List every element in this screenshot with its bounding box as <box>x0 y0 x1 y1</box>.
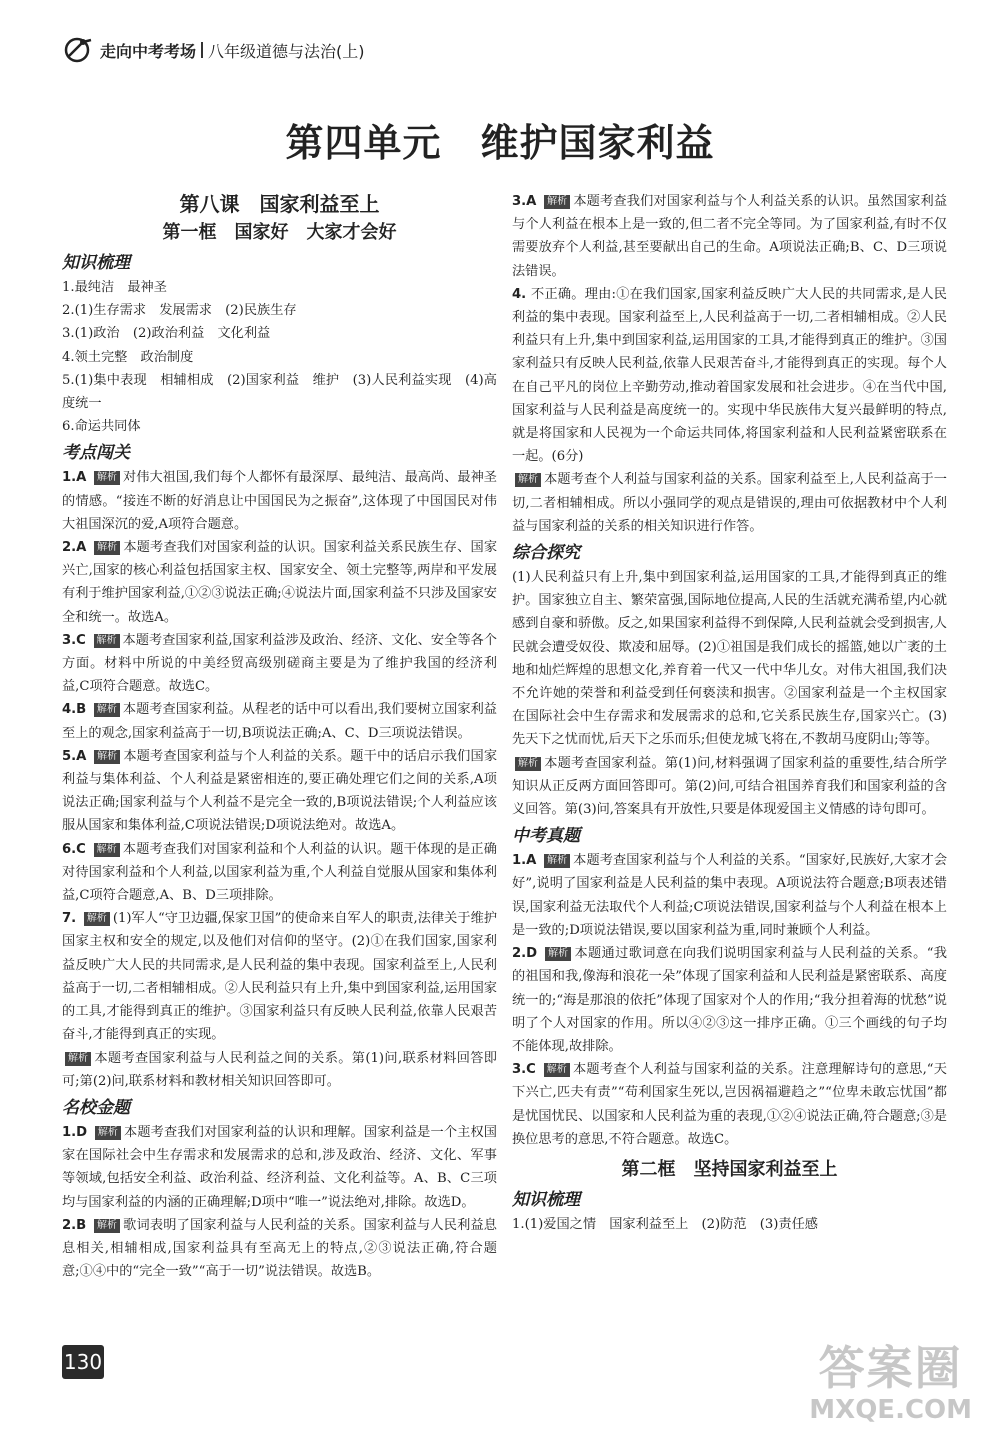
answer-text: 不正确。理由:①在我们国家,国家利益反映广大人民的共同需求,是人民利益的集中表现。国家利益至上,人民利益高于一切,二者相辅相成。②人民利益只有上升,集中到国家利益,运用国家的工具,才能得到真正的维护。③国家利益只有反映人民利益,依靠人民艰苦奋斗,才能得到真正的实现。每个人在自己平凡的岗位上辛勤劳动,推动着国家发展和社会进步。④在当代中国,国家利益与人民利益是高度统一的。实现中华民族伟大复兴最鲜明的特点,就是将国家和人民视为一个命运共同体,将国家利益和人民利益紧密联系在一起。(6分) <box>512 286 947 465</box>
unit-title: 第四单元 维护国家利益 <box>285 121 715 165</box>
kaodian-answer <box>62 1047 497 1093</box>
answer-number: 4.B <box>62 702 91 718</box>
mingxiao-answer <box>62 1214 497 1284</box>
zhishi-item: 5.(1)集中表现 相辅相成 (2)国家利益 维护 (3)人民利益实现 (4)高度统一 <box>62 372 497 412</box>
analysis-tag: 解析 <box>544 195 570 209</box>
section-heading-kaodian: 考点闯关 <box>62 443 130 464</box>
answer-number: 2.A <box>62 540 92 556</box>
answer-number: 1.A <box>62 470 92 486</box>
continued-answer <box>512 190 947 283</box>
analysis-tag: 解析 <box>95 1126 121 1140</box>
answer-number: 2.B <box>62 1217 91 1233</box>
answer-text: 本题通过歌词意在向我们说明国家利益与人民利益的关系。“我的祖国和我,像海和浪花一朵”体现了国家利益和人民利益是紧密联系、高度统一的;“海是那浪的依托”体现了国家对个人的作用;“我分担着海的忧愁”说明了个人对国家的作用。所以④②③这一排序正确。①三个画线的句子均不能体现,故排除。 <box>512 946 947 1054</box>
answer-text: 本题考查国家利益。从程老的话中可以看出,我们要树立国家利益至上的观念,国家利益高于一切,B项说法正确;A、C、D三项说法错误。 <box>62 702 497 741</box>
mingxiao-list <box>62 1121 497 1283</box>
analysis-tag: 解析 <box>544 854 570 868</box>
answer-number: 7. <box>62 911 81 927</box>
zhishi-item: 3.(1)政治 (2)政治利益 文化利益 <box>62 326 271 342</box>
watermark-url: MXQE.COM <box>809 1395 972 1425</box>
zhishi-list <box>62 276 497 438</box>
kaodian-answer <box>62 536 497 629</box>
answer-number: 6.C <box>62 841 91 857</box>
zhongkao-list <box>512 849 947 1151</box>
lesson-title: 第八课 国家利益至上 <box>179 192 380 216</box>
answer-text: 本题考查国家利益与人民利益之间的关系。第(1)问,联系材料回答即可;第(2)问,联系材料和教材相关知识回答即可。 <box>62 1050 497 1089</box>
zhongkao-answer <box>512 849 947 942</box>
frame-title-2: 第二框 坚持国家利益至上 <box>621 1158 838 1180</box>
header-brand: 走向中考考场 <box>100 41 197 61</box>
zhongkao-answer <box>512 942 947 1058</box>
answer-text: (1)军人“守卫边疆,保家卫国”的使命来自军人的职责,法律关于维护国家主权和安全的规定,以及他们对信仰的坚守。(2)①在我们国家,国家利益反映广大人民的共同需求,是人民利益的集中表现。国家利益至上,人民利益高于一切,二者相辅相成。②人民利益只有上升,集中到国家利益,运用国家的工具,才能得到真正的维护。③国家利益只有反映人民利益,依靠人民艰苦奋斗,才能得到真正的实现。 <box>62 911 498 1043</box>
answer-text: 本题考查个人利益与国家利益的关系。注意理解诗句的意思,“天下兴亡,匹夫有责”“苟利国家生死以,岂因祸福避趋之”“位卑未敢忘忧国”都是忧国忧民、以国家和人民利益为重的表现,①②④说法正确,符合题意;③是换位思考的意思,不符合题意。故选C。 <box>512 1062 947 1147</box>
mingxiao-answer <box>62 1121 497 1214</box>
analysis-tag: 解析 <box>94 703 120 717</box>
section-heading-zonghe: 综合探究 <box>512 543 580 564</box>
analysis-tag: 解析 <box>515 757 541 771</box>
header-divider <box>201 42 203 58</box>
section-heading-zhishi: 知识梳理 <box>62 253 130 273</box>
kaodian-answer <box>62 745 497 838</box>
answer-text: 本题考查我们对国家利益与个人利益关系的认识。虽然国家利益与个人利益在根本上是一致的,但二者不完全等同。为了国家利益,有时不仅需要放弃个人利益,甚至要献出自己的生命。A项说法正确;B、C、D三项说法错误。 <box>512 194 948 279</box>
zhishi-2-item: 1.(1)爱国之情 国家利益至上 (2)防范 (3)责任感 <box>512 1216 818 1232</box>
analysis-tag: 解析 <box>94 634 120 648</box>
answer-text: 本题考查国家利益与个人利益的关系。题干中的话启示我们国家利益与集体利益、个人利益是紧密相连的,要正确处理它们之间的关系,A项说法正确;国家利益与个人利益不是完全一致的,B项说法错误;个人利益应该服从国家和集体利益,C项说法错误;D项说法绝对。故选A。 <box>62 748 498 834</box>
kaodian-answer <box>62 629 497 699</box>
answer-number: 1.A <box>512 853 542 869</box>
watermark-logo: 答案圈 <box>818 1341 963 1395</box>
answer-text: 本题考查我们对国家利益的认识。国家利益关系民族生存、国家兴亡,国家的核心利益包括国家主权、国家安全、领土完整等,两岸和平发展有利于维护国家利益,①②③说法正确;④说法片面,国家利益不只涉及国家安全和统一。故选A。 <box>62 540 498 625</box>
right-column <box>512 190 947 1236</box>
answer-text: 本题考查个人利益与国家利益的关系。国家利益至上,人民利益高于一切,二者相辅相成。所以小强同学的观点是错误的,理由可依据教材中个人利益与国家利益的关系的相关知识进行作答。 <box>512 472 947 534</box>
answer-number: 3.C <box>512 1062 541 1078</box>
section-heading-mingxiao: 名校金题 <box>62 1097 130 1118</box>
continued-answer <box>512 283 947 469</box>
zhishi-item: 6.命运共同体 <box>62 419 141 435</box>
analysis-tag: 解析 <box>84 912 110 926</box>
running-header <box>62 30 365 70</box>
zonghe-text: (1)人民利益只有上升,集中到国家利益,运用国家的工具,才能得到真正的维护。国家独立自主、繁荣富强,国际地位提高,人民的生活就充满希望,内心就感到自豪和骄傲。反之,如果国家利益得不到保障,人民利益就会受到损害,人民就会遭受奴役、欺凌和屈辱。(2)①祖国是我们成长的摇篮,她以广袤的土地和灿烂辉煌的思想文化,养育着一代又一代中华儿女。对伟大祖国,我们决不允许她的荣誉和利益受到任何亵渎和损害。②国家利益是一个主权国家在国际社会中生存需求和发展需求的总和,它关系民族生存,国家兴亡。(3)先天下之忧而忧,后天下之乐而乐;但使龙城飞将在,不教胡马度阴山;等等。 <box>512 570 947 748</box>
answer-number: 2.D <box>512 946 543 962</box>
page-number: 130 <box>62 1345 104 1379</box>
kaodian-answer <box>62 838 497 908</box>
frame-title-1: 第一框 国家好 大家才会好 <box>162 222 397 243</box>
answer-text: 本题考查我们对国家利益和个人利益的认识。题干体现的是正确对待国家利益和个人利益,以国家利益为重,个人利益自觉服从国家和集体利益,C项符合题意,A、B、D三项排除。 <box>62 841 497 904</box>
answer-number: 3.A <box>512 194 542 209</box>
kaodian-answer <box>62 466 497 536</box>
kaodian-list <box>62 466 497 1092</box>
answer-number: 3.C <box>62 632 91 648</box>
zonghe-answer <box>512 566 947 752</box>
answer-text: 歌词表明了国家利益与人民利益的关系。国家利益与人民利益息息相关,相辅相成,国家利益具有至高无上的特点,②③说法正确,符合题意;①④中的“完全一致”“高于一切”说法错误。故选B。 <box>62 1217 497 1280</box>
zhishi-item: 2.(1)生存需求 发展需求 (2)民族生存 <box>62 303 297 319</box>
answer-text: 本题考查我们对国家利益的认识和理解。国家利益是一个主权国家在国际社会中生存需求和发展需求的总和,涉及政治、经济、文化、军事等领域,包括安全利益、政治利益、经济利益、文化利益等。A、B、C三项均与国家利益的内涵的正确理解;D项中“唯一”说法绝对,排除。故选D。 <box>62 1124 497 1210</box>
kaodian-answer <box>62 698 497 744</box>
analysis-tag: 解析 <box>515 473 541 487</box>
answer-number: 4. <box>512 286 532 302</box>
runner-logo-icon <box>62 35 96 65</box>
zhongkao-answer <box>512 1058 947 1151</box>
analysis-tag: 解析 <box>94 541 120 555</box>
analysis-tag: 解析 <box>545 947 571 961</box>
analysis-tag: 解析 <box>65 1052 91 1066</box>
continued-answers <box>512 190 947 538</box>
answer-number: 1.D <box>62 1124 92 1140</box>
analysis-tag: 解析 <box>94 471 120 485</box>
analysis-tag: 解析 <box>544 1063 570 1077</box>
analysis-tag: 解析 <box>94 843 120 857</box>
answer-text: 对伟大祖国,我们每个人都怀有最深厚、最纯洁、最高尚、最神圣的情感。“接连不断的好消息让中国国民为之振奋”,这体现了中国国民对伟大祖国深沉的爱,A项符合题意。 <box>62 470 497 532</box>
kaodian-answer <box>62 907 497 1046</box>
zhishi-item: 4.领土完整 政治制度 <box>62 349 194 365</box>
answer-text: 本题考查国家利益与个人利益的关系。“国家好,民族好,大家才会好”,说明了国家利益是人民利益的集中表现。A项说法符合题意;B项表述错误,国家利益无法取代个人利益;C项说法错误,国家利益与个人利益在根本上是一致的;D项说法错误,要以国家利益为重,同时兼顾个人利益。 <box>512 853 948 938</box>
answer-text: 本题考查国家利益,国家利益涉及政治、经济、文化、安全等各个方面。材料中所说的中美经贸高级别磋商主要是为了维护我国的经济利益,C项符合题意。故选C。 <box>62 632 497 695</box>
left-column <box>62 190 497 1283</box>
section-heading-zhishi-2: 知识梳理 <box>512 1189 580 1210</box>
analysis-tag: 解析 <box>94 750 120 764</box>
section-heading-zhongkao: 中考真题 <box>512 826 580 847</box>
answer-number: 5.A <box>62 748 92 764</box>
analysis-tag: 解析 <box>94 1219 120 1233</box>
zhishi-item: 1.最纯洁 最神圣 <box>62 280 167 295</box>
watermark <box>809 1341 972 1425</box>
continued-answer <box>512 468 947 538</box>
header-subtitle: 八年级道德与法治(上) <box>208 41 365 61</box>
zonghe-analysis: 解析 本题考查国家利益。第(1)问,材料强调了国家利益的重要性,结合所学知识从正反两方面回答即可。第(2)问,可结合祖国养育我们和国家利益的含义回答。第(3)问,答案具有开放性,只要是体现爱国主义情感的诗句即可。 <box>512 755 947 818</box>
